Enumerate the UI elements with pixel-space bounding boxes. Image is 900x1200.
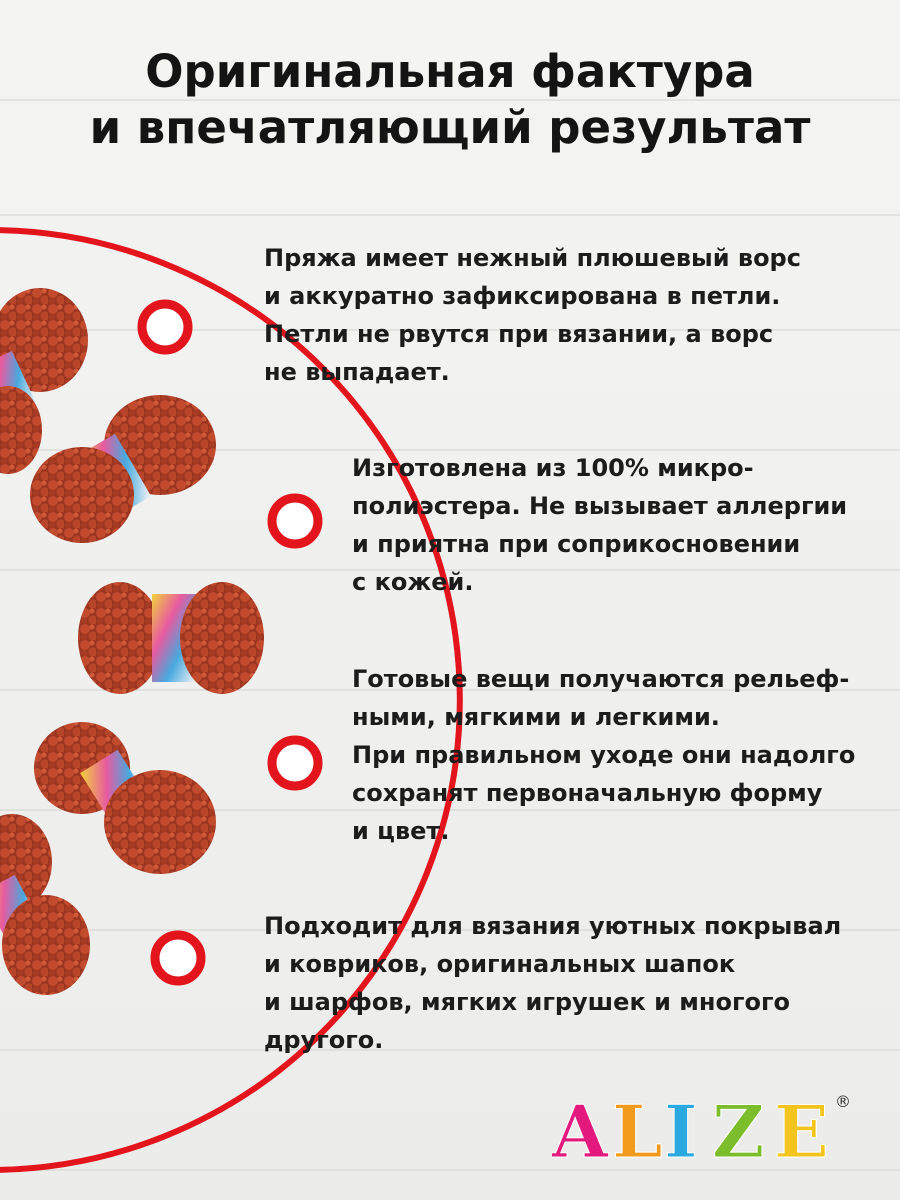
paragraph-line: полиэстера. Не вызывает аллергии [352,492,848,520]
registered-mark: ® [835,1092,851,1111]
alize-logo [552,1085,852,1165]
bullet-marker-1 [142,304,188,350]
yarn-skein-2 [30,395,216,543]
page-title [0,44,900,156]
paragraph-line: Подходит для вязания уютных покрывал [264,912,842,940]
title-line-1: Оригинальная фактура [145,45,755,98]
paragraph-line: и цвет. [352,817,450,845]
logo-letter: I [664,1089,698,1165]
paragraph-line: и аккуратно зафиксирована в петли. [264,282,781,310]
feature-paragraph-result [352,660,855,850]
paragraph-line: и приятна при соприкосновении [352,530,801,558]
logo-letter: L [612,1089,663,1165]
paragraph-line: сохранят первоначальную форму [352,779,823,807]
paragraph-line: Петли не рвутся при вязании, а ворс [264,320,774,348]
logo-letter: A [552,1089,608,1165]
feature-paragraph-pile [264,239,801,391]
yarn-skein-1 [0,288,88,474]
paragraph-line: и шарфов, мягких игрушек и многого [264,988,791,1016]
bullet-marker-3 [272,740,318,786]
paragraph-line: При правильном уходе они надолго [352,741,856,769]
paragraph-line: с кожей. [352,568,474,596]
yarn-skein-4 [34,722,216,874]
paragraph-line: другого. [264,1026,384,1054]
paragraph-line: Готовые вещи получаются рельеф- [352,665,850,693]
title-line-2: и впечатляющий результат [89,101,811,154]
yarn-skein-5 [0,814,90,995]
feature-paragraph-usage [264,907,841,1059]
bullet-marker-2 [272,498,318,544]
logo-letter: Z [712,1089,765,1165]
bullet-marker-4 [155,935,201,981]
paragraph-line: и ковриков, оригинальных шапок [264,950,736,978]
logo-letter: E [774,1089,829,1165]
yarn-skein-3 [78,582,264,694]
paragraph-line: не выпадает. [264,358,450,386]
paragraph-line: ными, мягкими и легкими. [352,703,720,731]
paragraph-line: Пряжа имеет нежный плюшевый ворс [264,244,801,272]
paragraph-line: Изготовлена из 100% микро- [352,454,754,482]
feature-paragraph-material [352,449,847,601]
